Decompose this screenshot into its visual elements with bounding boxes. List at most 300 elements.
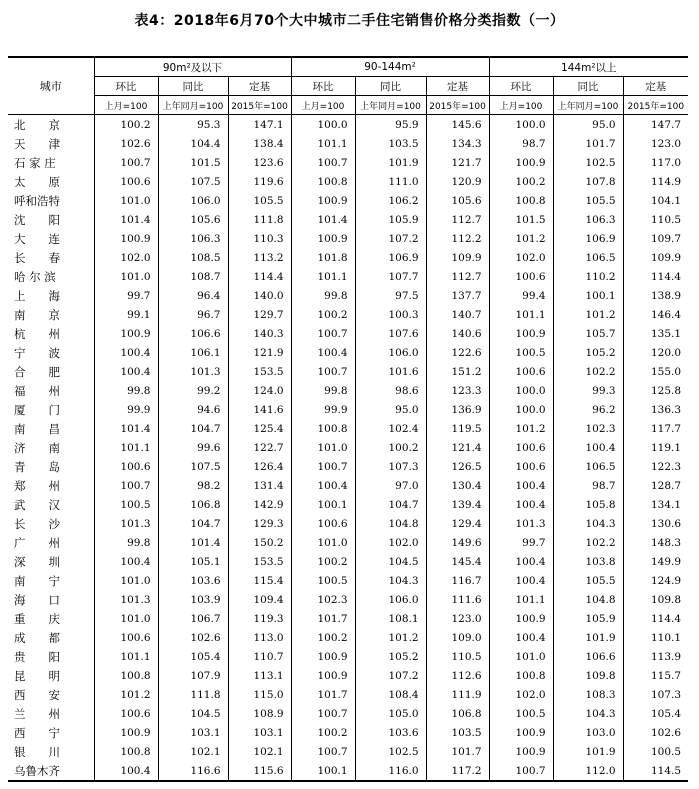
index-value: 131.4 [228,476,291,495]
index-value: 107.5 [158,172,228,191]
index-value: 100.6 [489,438,553,457]
index-value: 100.9 [489,153,553,172]
index-value: 102.0 [94,248,158,267]
index-value: 100.5 [623,742,688,761]
index-value: 100.4 [94,761,158,781]
table-row [8,476,688,495]
index-value: 100.6 [291,514,355,533]
index-value: 100.7 [291,153,355,172]
index-value: 100.7 [94,476,158,495]
base-header: 上年同月=100 [553,96,623,115]
metric-header: 同比 [355,77,426,96]
index-value: 99.2 [158,381,228,400]
index-value: 100.7 [94,153,158,172]
index-value: 110.5 [426,647,489,666]
index-value: 106.8 [426,704,489,723]
index-value: 135.1 [623,324,688,343]
group-header: 90-144m² [291,57,489,77]
city-name: 沈 阳 [14,212,60,227]
index-value: 101.1 [489,590,553,609]
index-value: 109.9 [426,248,489,267]
index-value: 101.9 [553,742,623,761]
city-name: 福 州 [14,383,60,398]
index-value: 150.2 [228,533,291,552]
city-name: 昆 明 [14,668,60,683]
index-value: 142.9 [228,495,291,514]
index-value: 100.5 [94,495,158,514]
index-value: 105.5 [228,191,291,210]
index-value: 102.0 [489,248,553,267]
index-value: 103.5 [355,134,426,153]
city-name: 大 连 [14,231,60,246]
index-value: 106.5 [553,248,623,267]
index-value: 100.0 [489,400,553,419]
index-value: 123.6 [228,153,291,172]
index-value: 101.5 [158,153,228,172]
group-header: 90m²及以下 [94,57,291,77]
index-value: 99.8 [291,286,355,305]
index-value: 105.4 [158,647,228,666]
index-value: 97.0 [355,476,426,495]
index-value: 99.4 [489,286,553,305]
index-value: 114.9 [623,172,688,191]
table-row [8,438,688,457]
index-value: 100.3 [355,305,426,324]
index-value: 134.1 [623,495,688,514]
index-value: 122.6 [426,343,489,362]
index-value: 103.0 [553,723,623,742]
index-value: 119.3 [228,609,291,628]
table-row [8,172,688,191]
index-value: 106.7 [158,609,228,628]
index-value: 101.2 [489,229,553,248]
index-value: 100.0 [291,115,355,135]
index-value: 100.9 [489,324,553,343]
index-value: 111.9 [426,685,489,704]
table-row [8,495,688,514]
index-value: 112.6 [426,666,489,685]
index-value: 100.6 [94,457,158,476]
table-row [8,191,688,210]
index-value: 95.0 [553,115,623,135]
index-value: 99.3 [553,381,623,400]
index-value: 129.4 [426,514,489,533]
index-value: 100.4 [489,552,553,571]
index-value: 102.5 [553,153,623,172]
table-row [8,666,688,685]
index-value: 108.4 [355,685,426,704]
index-value: 99.1 [94,305,158,324]
index-value: 101.7 [291,685,355,704]
index-value: 105.8 [553,495,623,514]
index-value: 100.8 [94,666,158,685]
index-value: 105.0 [355,704,426,723]
table-row [8,514,688,533]
index-value: 115.6 [228,761,291,781]
index-value: 101.2 [94,685,158,704]
city-name: 南 京 [14,307,60,322]
index-value: 104.3 [553,704,623,723]
index-value: 145.4 [426,552,489,571]
index-value: 100.9 [291,647,355,666]
index-value: 149.6 [426,533,489,552]
table-row [8,609,688,628]
index-value: 101.2 [355,628,426,647]
index-value: 105.2 [355,647,426,666]
index-value: 101.7 [426,742,489,761]
index-value: 100.4 [489,495,553,514]
index-value: 151.2 [426,362,489,381]
index-value: 99.8 [94,533,158,552]
index-value: 102.4 [355,419,426,438]
index-value: 110.3 [228,229,291,248]
index-value: 100.4 [489,571,553,590]
index-value: 112.7 [426,267,489,286]
index-value: 100.6 [489,267,553,286]
index-value: 101.1 [291,267,355,286]
table-row [8,381,688,400]
index-value: 100.7 [291,457,355,476]
index-value: 100.9 [489,723,553,742]
table-row [8,761,688,781]
index-value: 106.3 [158,229,228,248]
index-value: 107.9 [158,666,228,685]
index-value: 114.5 [623,761,688,781]
index-value: 94.6 [158,400,228,419]
index-value: 114.4 [228,267,291,286]
index-value: 121.9 [228,343,291,362]
index-value: 100.1 [291,495,355,514]
index-value: 109.9 [623,248,688,267]
index-value: 101.4 [94,210,158,229]
index-value: 100.9 [94,324,158,343]
index-value: 112.2 [426,229,489,248]
index-value: 100.4 [489,476,553,495]
index-value: 102.0 [355,533,426,552]
index-value: 113.2 [228,248,291,267]
city-name: 成 都 [14,630,60,645]
index-value: 95.3 [158,115,228,135]
index-value: 153.5 [228,552,291,571]
index-value: 119.6 [228,172,291,191]
index-value: 147.7 [623,115,688,135]
index-value: 95.9 [355,115,426,135]
index-value: 102.6 [94,134,158,153]
index-value: 102.1 [228,742,291,761]
index-value: 101.9 [355,153,426,172]
index-value: 109.8 [553,666,623,685]
table-row [8,362,688,381]
city-name: 西 安 [14,687,60,702]
index-value: 101.1 [291,134,355,153]
index-value: 100.2 [291,305,355,324]
index-value: 100.0 [489,381,553,400]
index-value: 113.0 [228,628,291,647]
table-row [8,723,688,742]
index-value: 140.7 [426,305,489,324]
index-value: 100.4 [291,343,355,362]
index-value: 107.5 [158,457,228,476]
index-value: 128.7 [623,476,688,495]
index-value: 102.1 [158,742,228,761]
index-value: 104.1 [623,191,688,210]
index-value: 105.9 [553,609,623,628]
city-header: 城市 [8,57,94,115]
index-value: 100.7 [291,324,355,343]
index-value: 112.0 [553,761,623,781]
index-value: 104.8 [355,514,426,533]
index-value: 139.4 [426,495,489,514]
index-value: 100.2 [291,723,355,742]
index-value: 97.5 [355,286,426,305]
index-value: 126.5 [426,457,489,476]
index-value: 137.7 [426,286,489,305]
index-value: 105.4 [623,704,688,723]
index-value: 149.9 [623,552,688,571]
base-header: 2015年=100 [426,96,489,115]
index-value: 116.6 [158,761,228,781]
index-value: 115.4 [228,571,291,590]
city-name: 宁 波 [14,345,60,360]
index-value: 108.3 [553,685,623,704]
index-value: 123.3 [426,381,489,400]
index-value: 99.9 [94,400,158,419]
city-name: 广 州 [14,535,60,550]
city-name: 西 宁 [14,725,60,740]
table-row [8,305,688,324]
index-value: 96.2 [553,400,623,419]
index-value: 109.4 [228,590,291,609]
city-name: 贵 阳 [14,649,60,664]
index-value: 119.1 [623,438,688,457]
city-name: 深 圳 [14,554,60,569]
index-value: 100.4 [489,628,553,647]
index-value: 106.0 [355,590,426,609]
city-name: 呼和浩特 [14,193,60,208]
index-value: 107.6 [355,324,426,343]
index-value: 113.9 [623,647,688,666]
table-row [8,647,688,666]
index-value: 102.6 [623,723,688,742]
index-value: 110.7 [228,647,291,666]
table-row [8,267,688,286]
index-value: 106.6 [553,647,623,666]
index-value: 105.1 [158,552,228,571]
city-name: 长 沙 [14,516,60,531]
index-value: 106.9 [355,248,426,267]
index-value: 103.1 [158,723,228,742]
index-value: 109.7 [623,229,688,248]
index-value: 105.6 [158,210,228,229]
index-value: 100.5 [489,343,553,362]
index-value: 100.4 [94,362,158,381]
base-header: 上年同月=100 [355,96,426,115]
city-name: 青 岛 [14,459,60,474]
index-value: 104.7 [158,514,228,533]
base-header: 2015年=100 [623,96,688,115]
index-value: 95.0 [355,400,426,419]
index-value: 121.7 [426,153,489,172]
table-body [8,115,688,782]
index-value: 100.7 [291,362,355,381]
index-value: 114.4 [623,267,688,286]
index-value: 101.1 [489,305,553,324]
index-value: 107.3 [355,457,426,476]
index-value: 103.1 [228,723,291,742]
city-name: 海 口 [14,592,60,607]
table-row [8,628,688,647]
index-value: 122.3 [623,457,688,476]
index-value: 100.6 [489,362,553,381]
index-value: 100.9 [489,609,553,628]
index-value: 106.9 [553,229,623,248]
index-value: 98.6 [355,381,426,400]
table-row [8,704,688,723]
index-value: 108.5 [158,248,228,267]
index-value: 101.1 [94,647,158,666]
index-value: 100.1 [553,286,623,305]
index-value: 110.2 [553,267,623,286]
index-value: 102.0 [489,685,553,704]
index-value: 100.9 [291,191,355,210]
index-value: 107.7 [355,267,426,286]
metric-header: 环比 [291,77,355,96]
metric-header: 定基 [426,77,489,96]
index-value: 100.2 [291,552,355,571]
index-value: 106.0 [355,343,426,362]
index-value: 100.9 [94,723,158,742]
index-value: 112.7 [426,210,489,229]
index-value: 111.8 [228,210,291,229]
city-name: 北 京 [14,117,60,132]
metric-header: 同比 [553,77,623,96]
table-row [8,153,688,172]
index-value: 99.6 [158,438,228,457]
index-value: 100.7 [489,761,553,781]
index-value: 109.8 [623,590,688,609]
index-value: 100.4 [553,438,623,457]
index-value: 108.7 [158,267,228,286]
table-row [8,115,688,135]
index-value: 100.8 [489,666,553,685]
index-value: 110.5 [623,210,688,229]
index-value: 101.5 [489,210,553,229]
index-value: 100.4 [94,343,158,362]
table-row [8,343,688,362]
table-row [8,229,688,248]
page-title: 表4：2018年6月70个大中城市二手住宅销售价格分类指数（一） [134,13,565,29]
index-value: 120.0 [623,343,688,362]
index-value: 100.0 [489,115,553,135]
index-value: 100.8 [489,191,553,210]
index-value: 101.8 [291,248,355,267]
index-value: 114.4 [623,609,688,628]
city-name: 银 川 [14,744,60,759]
index-value: 102.2 [553,533,623,552]
index-value: 155.0 [623,362,688,381]
metric-header: 定基 [228,77,291,96]
city-name: 长 春 [14,250,60,265]
table-row [8,742,688,761]
index-value: 99.7 [489,533,553,552]
index-value: 96.7 [158,305,228,324]
index-value: 100.2 [94,115,158,135]
city-name: 厦 门 [14,402,60,417]
index-value: 100.9 [291,229,355,248]
index-value: 98.2 [158,476,228,495]
index-value: 115.7 [623,666,688,685]
index-value: 153.5 [228,362,291,381]
index-value: 123.0 [426,609,489,628]
index-value: 101.0 [94,609,158,628]
index-value: 117.0 [623,153,688,172]
index-value: 107.8 [553,172,623,191]
index-value: 141.6 [228,400,291,419]
city-name: 太 原 [14,174,60,189]
index-value: 108.1 [355,609,426,628]
index-value: 124.9 [623,571,688,590]
index-value: 145.6 [426,115,489,135]
index-value: 101.9 [553,628,623,647]
index-value: 101.7 [291,609,355,628]
index-value: 100.7 [291,704,355,723]
index-value: 101.2 [489,419,553,438]
index-value: 105.5 [553,191,623,210]
index-value: 106.0 [158,191,228,210]
index-value: 100.2 [355,438,426,457]
index-value: 101.3 [489,514,553,533]
base-header: 上月=100 [94,96,158,115]
index-value: 106.8 [158,495,228,514]
index-value: 122.7 [228,438,291,457]
index-value: 101.0 [94,267,158,286]
index-value: 140.0 [228,286,291,305]
index-value: 103.9 [158,590,228,609]
city-name: 南 宁 [14,573,60,588]
city-name: 乌鲁木齐 [8,761,94,781]
base-header: 上年同月=100 [158,96,228,115]
table-row [8,685,688,704]
index-value: 100.8 [291,172,355,191]
index-value: 107.3 [623,685,688,704]
index-value: 101.7 [553,134,623,153]
index-value: 100.4 [291,476,355,495]
table-row [8,552,688,571]
index-value: 100.6 [94,172,158,191]
index-value: 108.9 [228,704,291,723]
index-value: 117.7 [623,419,688,438]
city-name: 杭 州 [14,326,60,341]
index-value: 99.8 [291,381,355,400]
index-value: 104.3 [553,514,623,533]
index-value: 104.7 [158,419,228,438]
index-value: 146.4 [623,305,688,324]
index-value: 101.3 [158,362,228,381]
index-value: 101.2 [553,305,623,324]
index-value: 100.1 [291,761,355,781]
index-value: 102.3 [291,590,355,609]
table-row [8,400,688,419]
city-name: 天 津 [14,136,60,151]
index-value: 134.3 [426,134,489,153]
index-value: 104.5 [158,704,228,723]
index-value: 99.7 [94,286,158,305]
index-value: 100.2 [291,628,355,647]
index-value: 106.2 [355,191,426,210]
index-value: 104.7 [355,495,426,514]
city-name: 上 海 [14,288,60,303]
index-value: 100.9 [291,666,355,685]
